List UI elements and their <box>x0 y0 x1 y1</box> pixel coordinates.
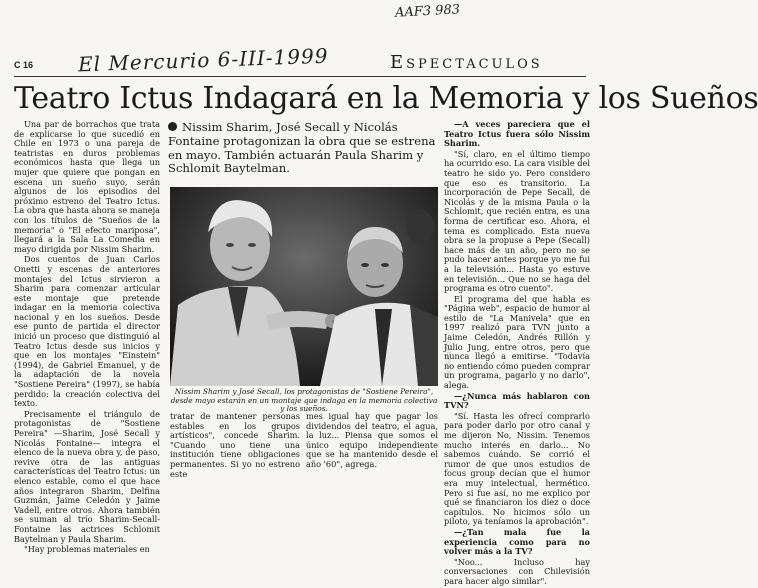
photo-caption: Nissim Sharim y José Secall, los protagonistas de "Sostiene Pereira", desde mayo estarán en un montaje que indaga en la memoria colectiva y los sueños. <box>170 387 438 414</box>
article-photo <box>170 187 438 386</box>
paragraph: Dos cuentos de Juan Carlos Onetti y escenas de anteriores montajes del Ictus sirvieron a Sharim para comenzar articular este montaje que pretende indagar en la memoria colectiva nacional y en los sueños. Desde ese punto de partida el director inició un proceso que distinguió al Teatro Ictus desde sus inicios y que en los montajes "Einstein" (1994), de Gabriel Emanuel, y de la adaptación de la novela "Sostiene Pereira" (1997), se había perdido: la creación colectiva del texto. <box>14 254 160 409</box>
photo-illustration <box>170 187 438 386</box>
paragraph: "Hay problemas materiales en <box>24 544 150 555</box>
paragraph: El programa del que habla es "Página web", espacio de humor al estilo de "La Manivela" que en 1997 realizó para TVN junto a Jaime Celedón, Andrés Rillón y Julio Jung, entre otros, pero que nunca llegó a emitirse. "Todavía no entiendo cómo pueden comprar un programa, pagarlo y no darlo", alega. <box>444 293 590 391</box>
interview-answer: "Noo... Incluso hay conversaciones con Chilevisión para hacer algo similar". <box>444 556 590 586</box>
handwritten-masthead-date: El Mercurio 6-III-1999 <box>77 43 329 77</box>
article-column-left <box>14 120 160 556</box>
section-title: Espectaculos <box>390 52 543 73</box>
interview-answer: "Sí, claro, en el último tiempo ha ocurrido eso. La cara visible del teatro he sido yo. Pero considero que eso es transitorio. La incorporación de Pepe Secall, de Nicolás y de la misma Paula o la Schlomit, que recién entra, es una forma de certificar eso. Ahora, el tema es complicado. Esta nueva obra se la propuse a Pepe (Secall) hace más de un año, pero no se pudo hacer antes porque yo me fui a la televisión... Hasta yo estuve en televisión... Que no se haga del programa es otro cuento". <box>444 148 590 294</box>
interview-question: —A veces pareciera que el Teatro Ictus fuera sólo Nissim Sharim. <box>444 119 590 149</box>
bullet-icon <box>168 122 177 131</box>
interview-answer: "Sí. Hasta les ofrecí comprarlo para poder darlo por otro canal y me dijeron No, Nissim. Tenemos mucho interés en darlo... No sabemos cuándo. Se corrió el rumor de que unos estudios de focus group decían que el humor era muy intelectual, hermético. Pero si fue así, no me explico por qué se financiaron los diez o doce capítulos. No hicimos sólo un piloto, ya teníamos la aprobación". <box>444 410 590 527</box>
article-deck <box>168 121 436 176</box>
article-column-middle-a <box>170 412 300 480</box>
article-column-right <box>444 120 590 588</box>
headline: Teatro Ictus Indagará en la Memoria y los Sueños <box>14 81 758 116</box>
paragraph: Una par de borrachos que trata de explicarse lo que sucedió en Chile en 1973 o una pareja de teatristas en duros problemas económicos hasta que llega un mujer que quiere que pongan en escena un sueño suyo, serán algunos de los episodios del próximo estreno del Teatro Ictus. La obra que hasta ahora se maneja con los títulos de "Sueños de la memoria" o "El efecto mariposa", llegará a la Sala La Comedia en mayo dirigida por Nissim Sharim. <box>14 119 160 254</box>
handwritten-archive-note: AAF3 983 <box>394 2 461 21</box>
interview-question: —¿Nunca más hablaron con TVN? <box>444 390 590 411</box>
paragraph: mes igual hay que pagar los dividendos del teatro, el agua, la luz... Piensa que somos el único equipo independiente que se ha mantenido desde el año '60", agrega. <box>306 411 438 469</box>
page-number: C 16 <box>14 60 34 70</box>
paragraph: Precisamente el triángulo de protagonistas de "Sostiene Pereira" —Sharim, José Secall y Nicolás Fontaine— integra el elenco de la nueva obra y, de paso, revive otra de las antiguas características del Teatro Ictus: un elenco estable, como el que hace años integraron Sharim, Delfina Guzmán, Jaime Celedón y Jaime Vadell, entre otros. Ahora también se suman al trío Sharim-Secall-Fontaine las actrices Schlomit Baytelman y Paula Sharim. <box>14 408 160 544</box>
paragraph: tratar de mantener personas estables en los grupos artísticos", concede Sharim. "Cuando uno tiene una institución tiene obligaciones permanentes. Si yo no estreno este <box>170 411 300 479</box>
header-rule <box>14 76 586 77</box>
photo-credit: EL MERCURIO <box>446 340 453 376</box>
interview-question: —¿Tan mala fue la experiencia como para no volver más a la TV? <box>444 526 590 557</box>
article-column-middle-b <box>306 412 438 471</box>
deck-text: Nissim Sharim, José Secall y Nicolás Fontaine protagonizan la obra que se estrena en mayo. También actuarán Paula Sharim y Schlomit Baytelman. <box>168 120 436 176</box>
